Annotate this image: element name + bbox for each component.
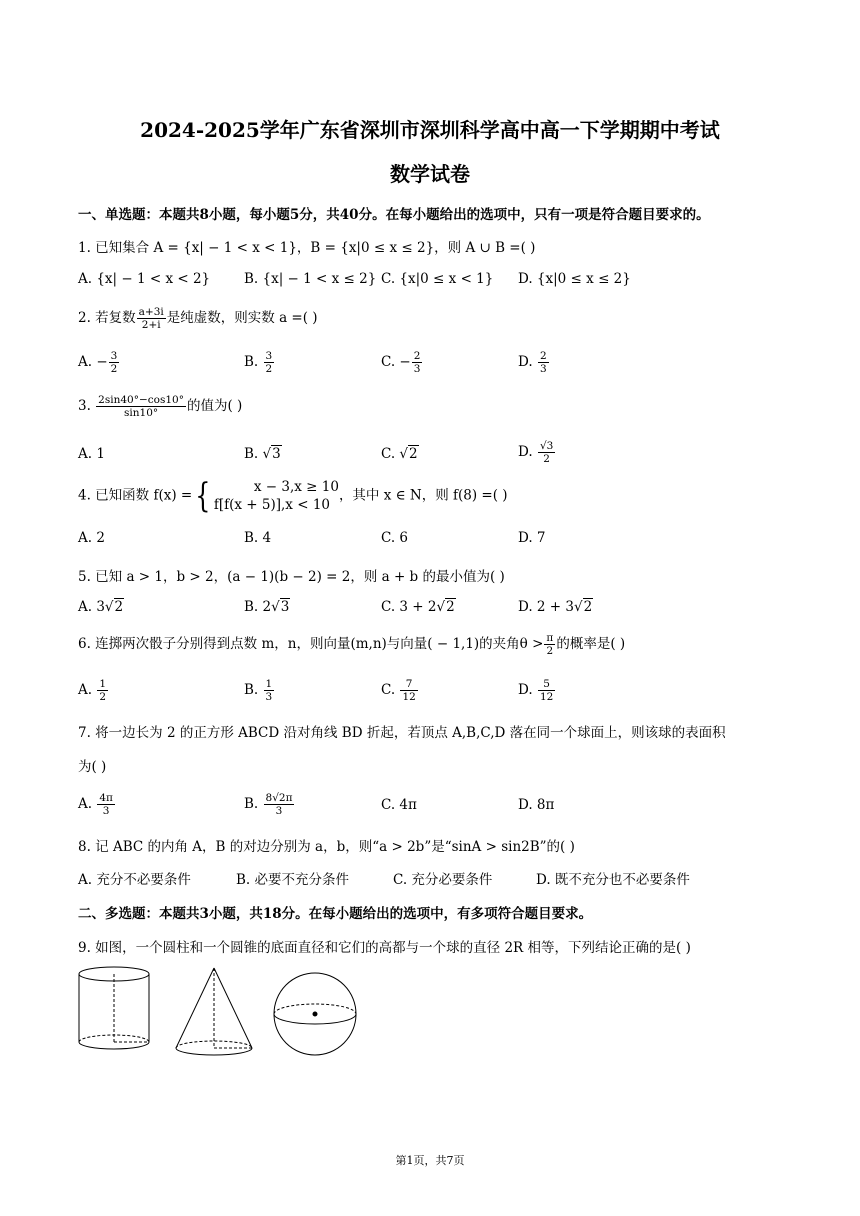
question-8-option-d: D. 既不充分也不必要条件 <box>536 872 690 888</box>
question-6-option-c: C. $\frac{7}{12}$ <box>381 678 416 704</box>
question-4-stem: 4. 已知函数 f(x) ={ x − 3,x ≥ 10 f[f(x + 5)],x < 10 ，其中 x ∈ N，则 f(8) =( ) <box>78 476 508 517</box>
question-7-option-a: A. $\frac{4\pi}{3}$ <box>78 792 113 818</box>
question-9-stem: 9. 如图，一个圆柱和一个圆锥的底面直径和它们的高都与一个球的直径 2R 相等，下列结论正确的是( ) <box>78 940 691 956</box>
question-2-option-d: D. $\frac{2}{3}$ <box>518 350 547 376</box>
question-8-stem: 8. 记 ABC 的内角 A，B 的对边分别为 a，b，则“a > 2b”是“sinA > sin2B”的( ) <box>78 839 575 855</box>
solids-figure <box>70 962 370 1062</box>
question-3-option-b: B. √3 <box>244 446 281 462</box>
question-8-option-a: A. 充分不必要条件 <box>78 872 191 888</box>
question-4-option-b: B. 4 <box>244 530 272 546</box>
question-6-stem: 6. 连掷两次骰子分别得到点数 m，n，则向量(m,n)与向量( − 1,1)的夹角θ > $\frac{\pi}{2}$ 的概率是( ) <box>78 632 626 658</box>
question-4-option-c: C. 6 <box>381 530 409 546</box>
question-1-option-c: C. {x|0 ≤ x < 1} <box>381 271 494 287</box>
fraction: $\frac{a+3i}{2+i}$ <box>138 306 164 332</box>
question-4-option-a: A. 2 <box>78 530 105 546</box>
section-heading-single-choice: 一、单选题：本题共8小题，每小题5分，共40分。在每小题给出的选项中，只有一项是符合题目要求的。 <box>78 207 710 223</box>
question-6-option-d: D. $\frac{5}{12}$ <box>518 678 554 704</box>
question-4-option-d: D. 7 <box>518 530 546 546</box>
question-1-option-b: B. {x| − 1 < x ≤ 2} <box>244 271 377 287</box>
question-7-stem-line2: 为( ) <box>78 759 107 775</box>
question-8-option-b: B. 必要不充分条件 <box>236 872 350 888</box>
cylinder-figure <box>79 967 149 1049</box>
question-6-option-b: B. $\frac{1}{3}$ <box>244 678 273 704</box>
question-7-stem-line1: 7. 将一边长为 2 的正方形 ABCD 沿对角线 BD 折起，若顶点 A,B,C,D 落在同一个球面上，则该球的表面积 <box>78 725 726 741</box>
question-2-option-a: A. − $\frac{3}{2}$ <box>78 350 118 376</box>
section-heading-multiple-choice: 二、多选题：本题共3小题，共18分。在每小题给出的选项中，有多项符合题目要求。 <box>78 906 593 922</box>
exam-title: 2024-2025学年广东省深圳市深圳科学高中高一下学期期中考试 <box>140 118 720 142</box>
question-2-option-b: B. $\frac{3}{2}$ <box>244 350 273 376</box>
question-3-stem: 3. $\frac{2\sin 40^\circ-\cos 10^\circ}{\sin 10^\circ}$ 的值为( ) <box>78 394 243 420</box>
page-footer: 第1页，共7页 <box>395 1154 465 1167</box>
question-7-option-c: C. 4π <box>381 797 417 813</box>
question-5-stem: 5. 已知 a > 1，b > 2，(a − 1)(b − 2) = 2，则 a + b 的最小值为( ) <box>78 569 505 585</box>
question-8-option-c: C. 充分必要条件 <box>393 872 493 888</box>
question-5-option-a: A. 3√2 <box>78 599 124 615</box>
cone-figure <box>176 968 252 1055</box>
question-7-option-d: D. 8π <box>518 797 555 813</box>
question-1-option-a: A. {x| − 1 < x < 2} <box>78 271 211 287</box>
question-3-option-c: C. √2 <box>381 446 418 462</box>
question-5-option-c: C. 3 + 2√2 <box>381 599 455 615</box>
left-brace: { <box>195 476 211 517</box>
question-3-option-a: A. 1 <box>78 446 105 462</box>
question-3-option-d: D. $\frac{√3}{2}$ <box>518 440 554 466</box>
question-6-option-a: A. $\frac{1}{2}$ <box>78 678 107 704</box>
question-2-stem: 2. 若复数 $\frac{a+3i}{2+i}$ 是纯虚数，则实数 a =( ) <box>78 306 318 332</box>
question-2-option-c: C. − $\frac{2}{3}$ <box>381 350 421 376</box>
question-1-option-d: D. {x|0 ≤ x ≤ 2} <box>518 271 631 287</box>
question-5-option-b: B. 2√3 <box>244 599 290 615</box>
sphere-figure <box>274 973 356 1055</box>
question-5-option-d: D. 2 + 3√2 <box>518 599 593 615</box>
exam-subtitle: 数学试卷 <box>390 162 470 186</box>
question-1-stem: 1. 已知集合 A = {x| − 1 < x < 1}，B = {x|0 ≤ x ≤ 2}，则 A ∪ B =( ) <box>78 240 536 256</box>
question-7-option-b: B. $\frac{8√2\pi}{3}$ <box>244 792 293 818</box>
